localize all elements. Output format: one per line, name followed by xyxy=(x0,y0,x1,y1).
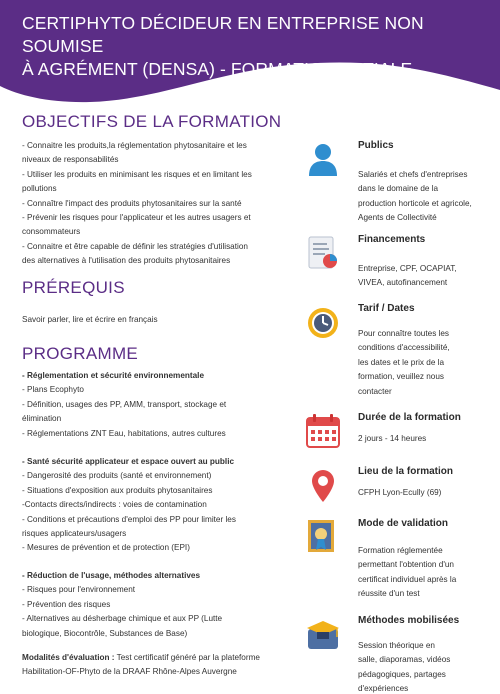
document-chart-icon xyxy=(304,234,342,272)
programme-group-2 xyxy=(22,455,290,556)
location-pin-icon xyxy=(304,466,342,504)
info-body xyxy=(358,544,498,602)
info-body xyxy=(358,262,498,291)
info-line: formation, veuillez nous xyxy=(358,372,445,382)
programme-group-title: - Réglementation et sécurité environnementale xyxy=(22,371,204,380)
programme-line: risques applicateurs/usagers xyxy=(22,529,127,539)
header-banner xyxy=(0,0,500,106)
programme-line: - Risques pour l'environnement xyxy=(22,585,136,595)
info-title: Publics xyxy=(358,140,394,151)
info-title: Lieu de la formation xyxy=(358,466,454,477)
objectifs-line: - Connaître l'impact des produits phytosanitaires sur la santé xyxy=(22,198,242,208)
prerequis-line: Savoir parler, lire et écrire en français xyxy=(22,315,158,324)
info-line: réussite d'un test xyxy=(358,589,420,599)
info-line: salle, diaporamas, vidéos xyxy=(358,655,451,665)
info-line: pédagogiques, partages xyxy=(358,669,446,679)
person-icon xyxy=(304,140,342,178)
certificate-icon xyxy=(304,518,342,556)
info-line: production horticole et agricole, xyxy=(358,198,472,208)
page-title-line2: À AGRÉMENT (DENSA) - FORMATION INITIALE xyxy=(22,59,413,79)
objectifs-line: niveaux de responsabilités xyxy=(22,155,119,165)
programme-line: - Mesures de prévention et de protection (EPI) xyxy=(22,543,190,553)
objectifs-line: - Prévenir les risques pour l'applicateur et les autres usagers et xyxy=(22,213,251,223)
info-line: Pour connaître toutes les xyxy=(358,329,450,338)
programme-group-1 xyxy=(22,369,290,441)
info-line: permettant l'obtention d'un xyxy=(358,560,454,570)
clock-icon xyxy=(304,303,342,341)
programme-line: - Réglementations ZNT Eau, habitations, autres cultures xyxy=(22,428,226,438)
programme-line: - Plans Ecophyto xyxy=(22,385,84,395)
evaluation-block xyxy=(22,651,290,680)
programme-group-3 xyxy=(22,569,290,641)
info-line: les dates et le prix de la xyxy=(358,357,445,367)
objectifs-line: - Connaitre et être capable de définir les stratégies d'utilisation xyxy=(22,241,248,251)
info-line: Formation réglementée xyxy=(358,546,443,555)
info-title: Méthodes mobilisées xyxy=(358,615,460,626)
evaluation-label: Modalités d'évaluation : xyxy=(22,653,115,662)
prerequis-heading: PRÉREQUIS xyxy=(22,278,125,297)
programme-line: - Conditions et précautions d'emploi des PP pour limiter les xyxy=(22,514,236,524)
programme-group-title: - Réduction de l'usage, méthodes alternatives xyxy=(22,571,201,580)
info-line: Agents de Collectivité xyxy=(358,213,437,223)
info-body xyxy=(358,432,498,446)
objectifs-heading: OBJECTIFS DE LA FORMATION xyxy=(22,112,282,131)
objectifs-list xyxy=(22,139,290,269)
info-line: 2 jours - 14 heures xyxy=(358,434,427,443)
programme-line: - Alternatives au désherbage chimique et aux PP (Lutte xyxy=(22,614,223,624)
info-title: Financements xyxy=(358,234,426,245)
programme-line: -Contacts directs/indirects : voies de contamination xyxy=(22,500,207,510)
programme-heading: PROGRAMME xyxy=(22,344,139,363)
objectifs-line: - Utiliser les produits en minimisant les risques et en limitant les xyxy=(22,169,252,179)
info-line: Session théorique en xyxy=(358,641,435,650)
info-body xyxy=(358,486,498,500)
info-title: Durée de la formation xyxy=(358,412,461,423)
page-title-line1: CERTIPHYTO DÉCIDEUR EN ENTREPRISE NON SOUMISE xyxy=(22,13,424,56)
graduation-cap-icon xyxy=(304,615,342,653)
info-line: CFPH Lyon-Ecully (69) xyxy=(358,488,442,497)
objectifs-line: - Connaitre les produits,la réglementation phytosanitaire et les xyxy=(22,141,247,150)
info-line: Salariés et chefs d'entreprises xyxy=(358,170,468,179)
calendar-icon xyxy=(304,412,342,450)
info-line: dans le domaine de la xyxy=(358,184,439,194)
info-line: certificat individuel après la xyxy=(358,574,457,584)
objectifs-line: pollutions xyxy=(22,184,57,194)
page-title xyxy=(22,12,482,81)
programme-line: - Définition, usages des PP, AMM, transport, stockage et xyxy=(22,399,227,409)
info-title: Tarif / Dates xyxy=(358,303,415,314)
objectifs-line: des alternatives à l'utilisation des produits phytosanitaires xyxy=(22,256,231,266)
objectifs-line: consommateurs xyxy=(22,227,81,237)
evaluation-text-2: Habilitation-OF-Phyto de la DRAAF Rhône-Alpes Auvergne xyxy=(22,667,237,677)
info-body xyxy=(358,639,498,694)
info-body xyxy=(358,327,498,399)
info-line: Entreprise, CPF, OCAPIAT, xyxy=(358,264,457,273)
programme-line: biologique, Biocontrôle, Substances de Base) xyxy=(22,628,188,638)
info-line: conditions d'accessibilité, xyxy=(358,343,450,353)
evaluation-line-1 xyxy=(22,651,290,665)
programme-line: - Prévention des risques xyxy=(22,599,111,609)
info-body xyxy=(358,168,498,226)
info-title: Mode de validation xyxy=(358,518,449,529)
programme-line: - Dangerosité des produits (santé et environnement) xyxy=(22,471,212,481)
info-line: d'expériences xyxy=(358,684,409,694)
evaluation-text-1: Test certificatif généré par la plateforme xyxy=(114,653,260,662)
prerequis-text xyxy=(22,313,290,327)
programme-group-title: - Santé sécurité applicateur et espace ouvert au public xyxy=(22,457,235,466)
info-line: VIVEA, autofinancement xyxy=(358,278,448,288)
info-line: contacter xyxy=(358,386,392,396)
programme-line: élimination xyxy=(22,414,62,424)
programme-line: - Situations d'exposition aux produits phytosanitaires xyxy=(22,485,213,495)
